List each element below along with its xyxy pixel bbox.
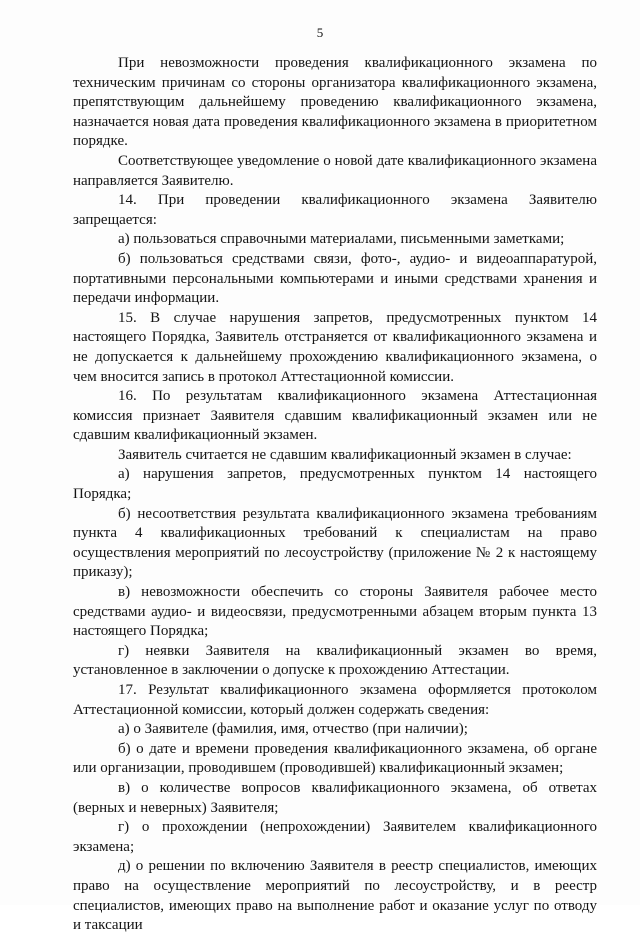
document-body xyxy=(73,54,597,936)
list-item-fail-c: в) невозможности обеспечить со стороны Заявителя рабочее место средствами аудио- и видеосвязи, предусмотренными абзацем вторым пункта 13 настоящего Порядка; xyxy=(73,584,597,640)
list-item-fail-b: б) несоответствия результата квалификационного экзамена требованиям пункта 4 квалификационных требований к специалистам на право осуществления мероприятий по лесоустройству (приложение № 2 к настоящему приказу); xyxy=(73,505,597,581)
list-item-17a: а) о Заявителе (фамилия, имя, отчество (при наличии); xyxy=(118,721,468,738)
paragraph-15-violation: 15. В случае нарушения запретов, предусмотренных пунктом 14 настоящего Порядка, Заявитель отстраняется от квалификационного экзамена и не допускается к дальнейшему прохождению квалификационного экзамена, о чем вносится запись в протокол Аттестационной комиссии. xyxy=(73,309,597,385)
paragraph-new-date-notice: Соответствующее уведомление о новой дате квалификационного экзамена направляется Заявителю. xyxy=(73,152,597,189)
paragraph-rescheduling-technical: При невозможности проведения квалификационного экзамена по техническим причинам со стороны организатора квалификационного экзамена, препятствующим дальнейшему проведению квалификационного экзамена, назначается новая дата проведения квалификационного экзамена в приоритетном порядке. xyxy=(73,55,597,150)
paragraph-16-results: 16. По результатам квалификационного экзамена Аттестационная комиссия признает Заявителя сдавшим квалификационный экзамен или не сдавшим квалификационный экзамен. xyxy=(73,388,597,444)
list-item-14a: а) пользоваться справочными материалами, письменными заметками; xyxy=(118,231,565,248)
list-item-fail-d: г) неявки Заявителя на квалификационный экзамен во время, установленное в заключении о допуске к прохождению Аттестации. xyxy=(73,642,597,679)
paragraph-17-protocol: 17. Результат квалификационного экзамена оформляется протоколом Аттестационной комиссии, который должен содержать сведения: xyxy=(73,682,597,718)
page-number: 5 xyxy=(316,25,324,40)
list-item-fail-a: а) нарушения запретов, предусмотренных пунктом 14 настоящего Порядка; xyxy=(73,466,597,503)
list-item-17c: в) о количестве вопросов квалификационного экзамена, об ответах (верных и неверных) Заявителя; xyxy=(73,779,597,816)
paragraph-failed-conditions: Заявитель считается не сдавшим квалификационный экзамен в случае: xyxy=(118,446,572,463)
list-item-14b: б) пользоваться средствами связи, фото-, аудио- и видеоаппаратурой, портативными персональными компьютерами и иными средствами хранения и передачи информации. xyxy=(73,250,597,307)
list-item-17b: б) о дате и времени проведения квалификационного экзамена, об органе или организации, проводившем (проводившей) квалификационный экзамен; xyxy=(73,740,597,777)
paragraph-14-prohibitions: 14. При проведении квалификационного экзамена Заявителю запрещается: xyxy=(73,192,597,228)
list-item-17d: г) о прохождении (непрохождении) Заявителем квалификационного экзамена; xyxy=(73,819,597,855)
list-item-17e: д) о решении по включению Заявителя в реестр специалистов, имеющих право на осуществление мероприятий по лесоустройству, и в реестр специалистов, имеющих право на выполнение работ и оказание услуг по отводу и таксации xyxy=(73,858,597,934)
